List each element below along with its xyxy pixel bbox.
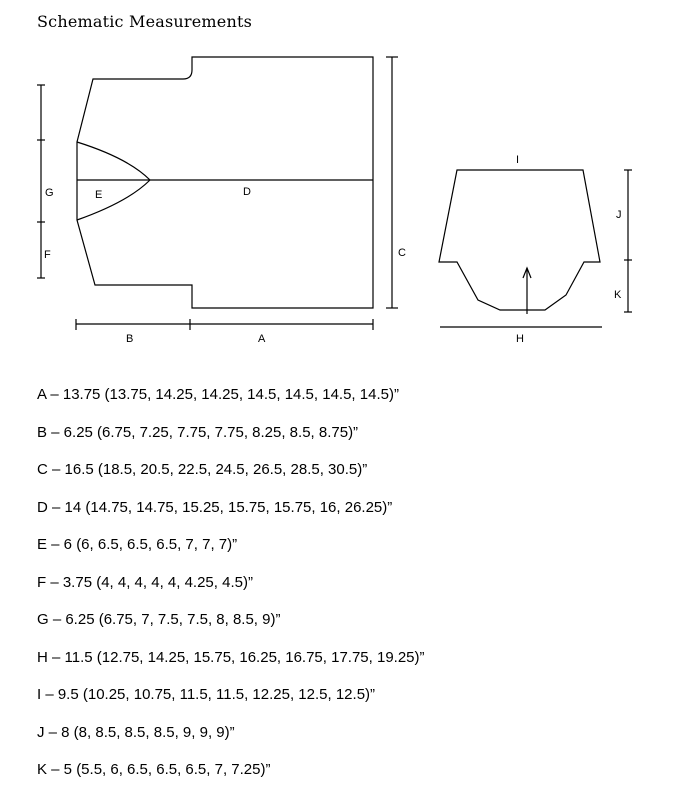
- measurement-b: B – 6.25 (6.75, 7.25, 7.75, 7.75, 8.25, 8.5, 8.75)”: [37, 423, 359, 441]
- label-a: A: [258, 333, 266, 345]
- measurement-f: F – 3.75 (4, 4, 4, 4, 4, 4.25, 4.5)”: [37, 573, 253, 591]
- label-d: D: [243, 186, 251, 198]
- measurement-i: I – 9.5 (10.25, 10.75, 11.5, 11.5, 12.25, 12.5, 12.5)”: [37, 686, 376, 703]
- measurement-d: D – 14 (14.75, 14.75, 15.25, 15.75, 15.75, 16, 26.25)”: [37, 498, 393, 516]
- measurement-list: [37, 382, 425, 795]
- measurement-c: C – 16.5 (18.5, 20.5, 22.5, 24.5, 26.5, 28.5, 30.5)”: [37, 461, 368, 478]
- label-g: G: [45, 187, 54, 199]
- measurement-h: H – 11.5 (12.75, 14.25, 15.75, 16.25, 16.75, 17.75, 19.25)”: [37, 648, 425, 666]
- label-e: E: [95, 189, 103, 201]
- label-j: J: [616, 209, 622, 221]
- dimension-j-k: [624, 170, 632, 312]
- body-outline: [77, 57, 373, 308]
- schematic-diagram: [0, 0, 673, 370]
- dimension-c: [386, 57, 398, 308]
- label-k: K: [614, 289, 622, 301]
- label-f: F: [44, 249, 51, 261]
- measurement-g: G – 6.25 (6.75, 7, 7.5, 7.5, 8, 8.5, 9)”: [37, 611, 281, 628]
- arrow-icon: [523, 268, 531, 314]
- measurement-e: E – 6 (6, 6.5, 6.5, 6.5, 7, 7, 7)”: [37, 536, 238, 553]
- sleeve-cap-curve-e: [77, 142, 150, 220]
- second-piece-outline: [439, 170, 600, 310]
- label-c: C: [398, 247, 406, 259]
- label-i: I: [516, 154, 520, 166]
- dimension-b-a: [76, 319, 373, 330]
- measurement-a: A – 13.75 (13.75, 14.25, 14.25, 14.5, 14.5, 14.5, 14.5)”: [37, 386, 399, 403]
- measurement-j: J – 8 (8, 8.5, 8.5, 8.5, 9, 9, 9)”: [37, 723, 235, 741]
- label-h: H: [516, 333, 524, 345]
- label-b: B: [126, 333, 134, 345]
- measurement-k: K – 5 (5.5, 6, 6.5, 6.5, 6.5, 7, 7.25)”: [37, 761, 271, 778]
- page-title: Schematic Measurements: [37, 12, 253, 31]
